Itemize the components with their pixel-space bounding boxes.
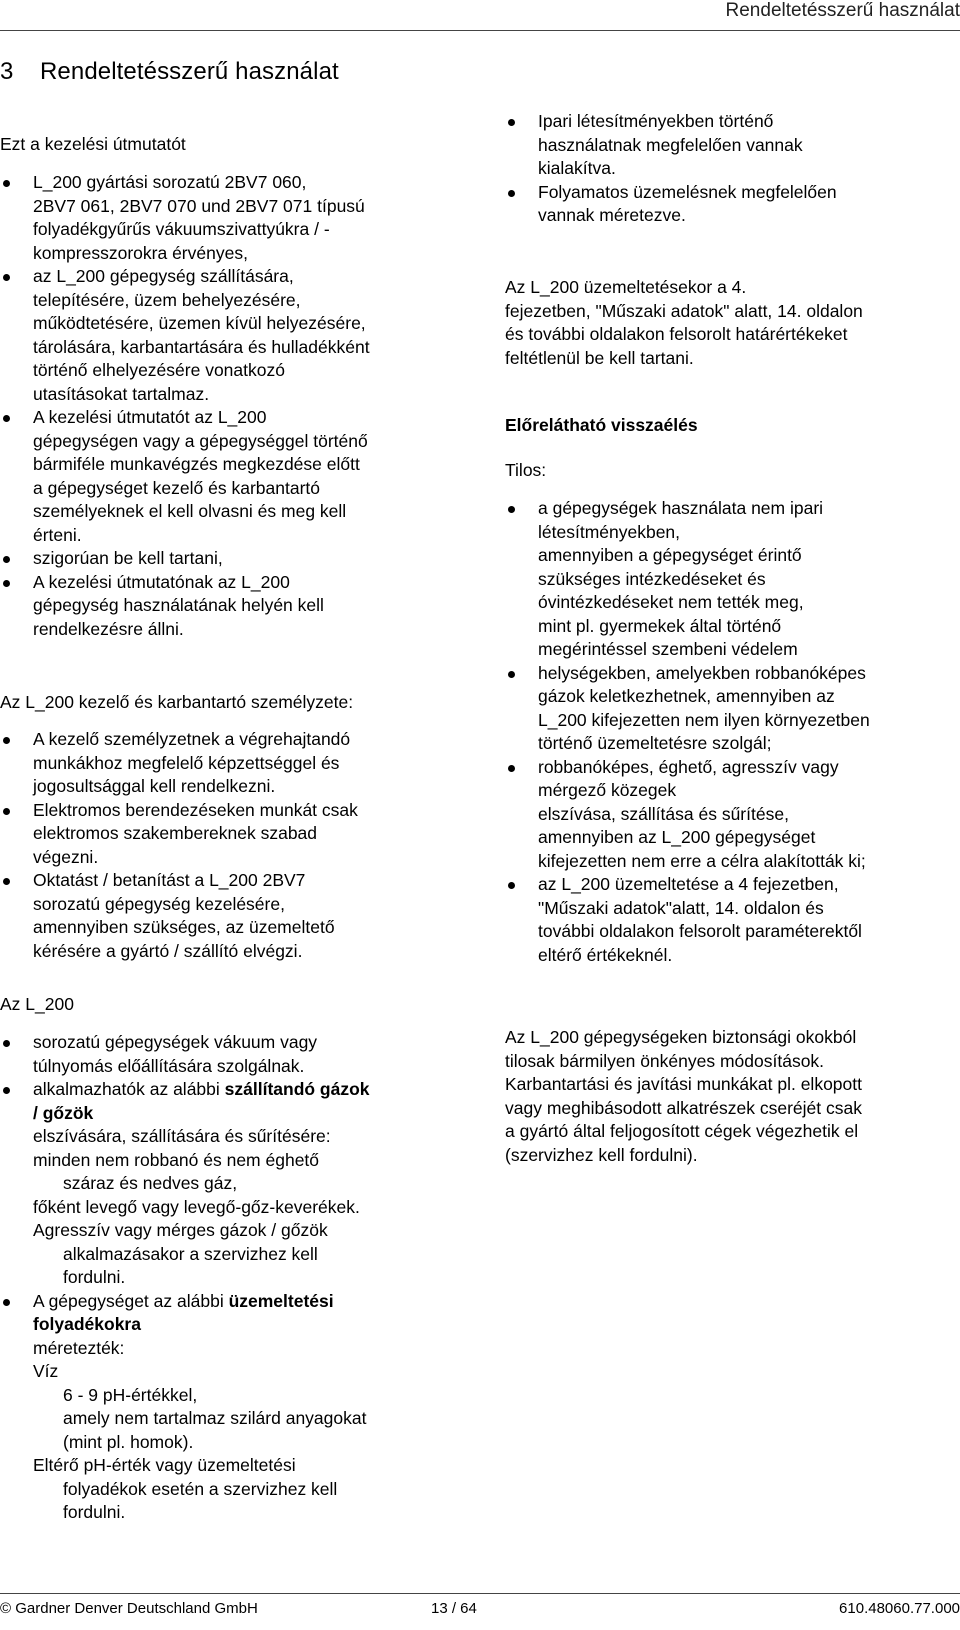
text-line: sorozatú gépegységek vákuum vagy — [33, 1032, 318, 1052]
list-item — [0, 1031, 470, 1078]
text-line: tárolására, karbantartására és hulladékként — [33, 336, 370, 357]
text-span: A gépegységet az alábbi — [33, 1290, 229, 1311]
text-line: feltétlenül be kell tartani. — [505, 347, 694, 368]
text-line: (szervizhez kell fordulni). — [505, 1144, 698, 1165]
text-line: kifejezetten nem erre a célra alakították ki; — [538, 850, 866, 871]
text-line: gépegységen vagy a gépegységgel történő — [33, 430, 368, 451]
text-line: Oktatást / betanítást a L_200 2BV7 — [33, 870, 306, 890]
text-line: fordulni. — [63, 1267, 126, 1287]
text-line: utasításokat tartalmaz. — [33, 383, 210, 404]
text-line: amennyiben szükséges, az üzemeltető — [33, 917, 335, 937]
text-line: fejezetben, "Műszaki adatok" alatt, 14. oldalon — [505, 300, 863, 321]
text-line: gépegység használatának helyén kell — [33, 595, 324, 615]
footer-rule — [0, 1593, 960, 1594]
list-item — [0, 265, 470, 406]
closing-paragraph — [505, 1026, 862, 1167]
list-item — [505, 756, 960, 874]
text-line: fordulni. — [63, 1502, 126, 1522]
text-line: Elektromos berendezéseken munkát csak — [33, 799, 358, 820]
text-line: (mint pl. homok). — [63, 1431, 194, 1452]
section-title — [0, 58, 339, 86]
text-line: méretezték: — [33, 1337, 125, 1358]
text-line: Az L_200 gépegységeken biztonsági okokból — [505, 1027, 857, 1047]
text-line: L_200 gyártási sorozatú 2BV7 060, — [33, 172, 307, 192]
list-item — [505, 873, 960, 967]
text-line: vagy meghibásodott alkatrészek cseréjét csak — [505, 1097, 862, 1118]
text-line: létesítményekben, — [538, 521, 681, 542]
list-item — [0, 1078, 470, 1290]
text-line: főként levegő vagy levegő-gőz-keverékek. — [33, 1196, 360, 1217]
bold-term: szállítandó gázok — [224, 1079, 370, 1099]
text-line: alkalmazásakor a szervizhez kell — [63, 1243, 318, 1264]
text-line: szigorúan be kell tartani, — [33, 548, 223, 568]
limits-paragraph — [505, 276, 863, 370]
text-line: kialakítva. — [538, 158, 616, 178]
misuse-heading: Előrelátható visszaélés — [505, 415, 698, 435]
text-line: szükséges intézkedéseket és — [538, 568, 766, 589]
text-line: érteni. — [33, 524, 82, 545]
list-item — [0, 547, 470, 571]
usage-list — [0, 1031, 470, 1525]
text-line: Folyamatos üzemelésnek megfelelően — [538, 181, 837, 202]
running-header: Rendeltetésszerű használat — [725, 0, 960, 21]
text-line: sorozatú gépegység kezelésére, — [33, 893, 285, 914]
text-line: gázok keletkezhetnek, amennyiben az — [538, 686, 835, 706]
text-line: történő üzemeltetésre szolgál; — [538, 733, 772, 753]
text-line: 6 - 9 pH-értékkel, — [63, 1384, 198, 1405]
list-item — [0, 571, 470, 642]
list-item — [505, 497, 960, 662]
personnel-list — [0, 728, 470, 963]
text-line: Ipari létesítményekben történő — [538, 111, 774, 131]
text-line: A kezelési útmutatót az L_200 — [33, 407, 267, 427]
text-line: kompresszorokra érvényes, — [33, 242, 248, 263]
footer-company: © Gardner Denver Deutschland GmbH — [0, 1600, 258, 1617]
text-line: mérgező közegek — [538, 780, 677, 800]
usage-heading: Az L_200 — [0, 994, 74, 1014]
text-line: elektromos szakembereknek szabad — [33, 823, 318, 843]
text-line: bármiféle munkavégzés megkezdése előtt — [33, 454, 360, 474]
text-line — [33, 1102, 470, 1126]
text-line: elszívására, szállítására és sűrítésére: — [33, 1126, 331, 1146]
list-item — [0, 799, 470, 870]
text-line: működtetésére, üzemen kívül helyezésére, — [33, 313, 366, 333]
text-line: túlnyomás előállítására szolgálnak. — [33, 1055, 305, 1076]
intro-paragraph: Ezt a kezelési útmutatót — [0, 134, 186, 154]
list-item — [0, 171, 470, 265]
bold-term: / gőzök — [33, 1102, 94, 1123]
text-line: munkákhoz megfelelő képzettséggel és — [33, 752, 340, 773]
text-line: megérintéssel szembeni védelem — [538, 639, 798, 659]
text-line: elszívása, szállítása és sűrítése, — [538, 803, 789, 824]
text-line: "Műszaki adatok"alatt, 14. oldalon és — [538, 897, 824, 918]
text-line: kérésére a gyártó / szállító elvégzi. — [33, 940, 303, 961]
text-line: az L_200 gépegység szállítására, — [33, 266, 294, 286]
list-item — [505, 181, 960, 228]
text-line: robbanóképes, éghető, agresszív vagy — [538, 756, 839, 777]
list-item — [0, 1290, 470, 1525]
text-line: óvintézkedéseket nem tették meg, — [538, 592, 804, 612]
text-line: amennyiben az L_200 gépegységet — [538, 827, 816, 847]
text-line: A kezelési útmutatónak az L_200 — [33, 571, 290, 592]
text-line: az L_200 üzemeltetése a 4 fejezetben, — [538, 874, 839, 894]
text-line: a gépegységet kezelő és karbantartó — [33, 477, 320, 498]
header-rule — [0, 30, 960, 31]
text-line: Karbantartási és javítási munkákat pl. elkopott — [505, 1074, 862, 1094]
section-title-text: Rendeltetésszerű használat — [40, 58, 339, 85]
text-line: Agresszív vagy mérges gázok / gőzök — [33, 1220, 328, 1240]
list-item — [505, 662, 960, 756]
text-line: Víz — [33, 1361, 59, 1381]
text-line: L_200 kifejezetten nem ilyen környezetben — [538, 709, 870, 730]
text-line — [33, 1290, 470, 1314]
text-span: alkalmazhatók az alábbi — [33, 1079, 225, 1099]
text-line: száraz és nedves gáz, — [63, 1173, 238, 1193]
footer-document-number: 610.48060.77.000 — [839, 1600, 960, 1617]
text-line: a gyártó által feljogosított cégek végezhetik el — [505, 1121, 859, 1141]
text-line: végezni. — [33, 846, 99, 867]
text-line: rendelkezésre állni. — [33, 618, 184, 639]
list-item — [0, 406, 470, 547]
list-item — [0, 728, 470, 799]
text-line: amely nem tartalmaz szilárd anyagokat — [63, 1408, 367, 1428]
text-line: használatnak megfelelően vannak — [538, 134, 803, 155]
text-line: A kezelő személyzetnek a végrehajtandó — [33, 729, 351, 749]
text-line: személyeknek el kell olvasni és meg kell — [33, 501, 347, 521]
personnel-heading: Az L_200 kezelő és karbantartó személyzete: — [0, 692, 354, 712]
footer-page-number: 13 / 64 — [431, 1600, 477, 1617]
text-line: 2BV7 061, 2BV7 070 und 2BV7 071 típusú — [33, 195, 365, 216]
text-line: folyadékgyűrűs vákuumszivattyúkra / - — [33, 219, 330, 239]
text-line: amennyiben a gépegységet érintő — [538, 545, 802, 565]
text-line: mint pl. gyermekek által történő — [538, 615, 782, 636]
text-line: jogosultsággal kell rendelkezni. — [33, 776, 276, 796]
scope-list — [0, 171, 470, 641]
misuse-list — [505, 497, 960, 967]
bold-term: üzemeltetési — [228, 1290, 334, 1311]
list-item — [0, 869, 470, 963]
text-line: a gépegységek használata nem ipari — [538, 498, 824, 518]
forbidden-label: Tilos: — [505, 460, 547, 480]
text-line — [33, 1313, 470, 1337]
text-line — [33, 1078, 470, 1102]
text-line: Eltérő pH-érték vagy üzemeltetési — [33, 1455, 296, 1475]
text-line: helységekben, amelyekben robbanóképes — [538, 662, 866, 683]
text-line: tilosak bármilyen önkényes módosítások. — [505, 1050, 825, 1071]
text-line: vannak méretezve. — [538, 205, 686, 225]
text-line: minden nem robbanó és nem éghető — [33, 1149, 320, 1170]
section-number: 3 — [0, 58, 14, 85]
text-line: Az L_200 üzemeltetésekor a 4. — [505, 277, 747, 297]
list-item — [505, 110, 960, 181]
text-line: további oldalakon felsorolt paraméterektől — [538, 921, 862, 941]
text-line: telepítésére, üzem behelyezésére, — [33, 289, 301, 310]
text-line: és további oldalakon felsorolt határértékeket — [505, 324, 848, 344]
text-line: történő elhelyezésére vonatkozó — [33, 360, 285, 380]
suitability-list — [505, 110, 960, 228]
text-line: eltérő értékeknél. — [538, 944, 673, 965]
text-line: folyadékok esetén a szervizhez kell — [63, 1478, 338, 1499]
bold-term: folyadékokra — [33, 1314, 141, 1334]
